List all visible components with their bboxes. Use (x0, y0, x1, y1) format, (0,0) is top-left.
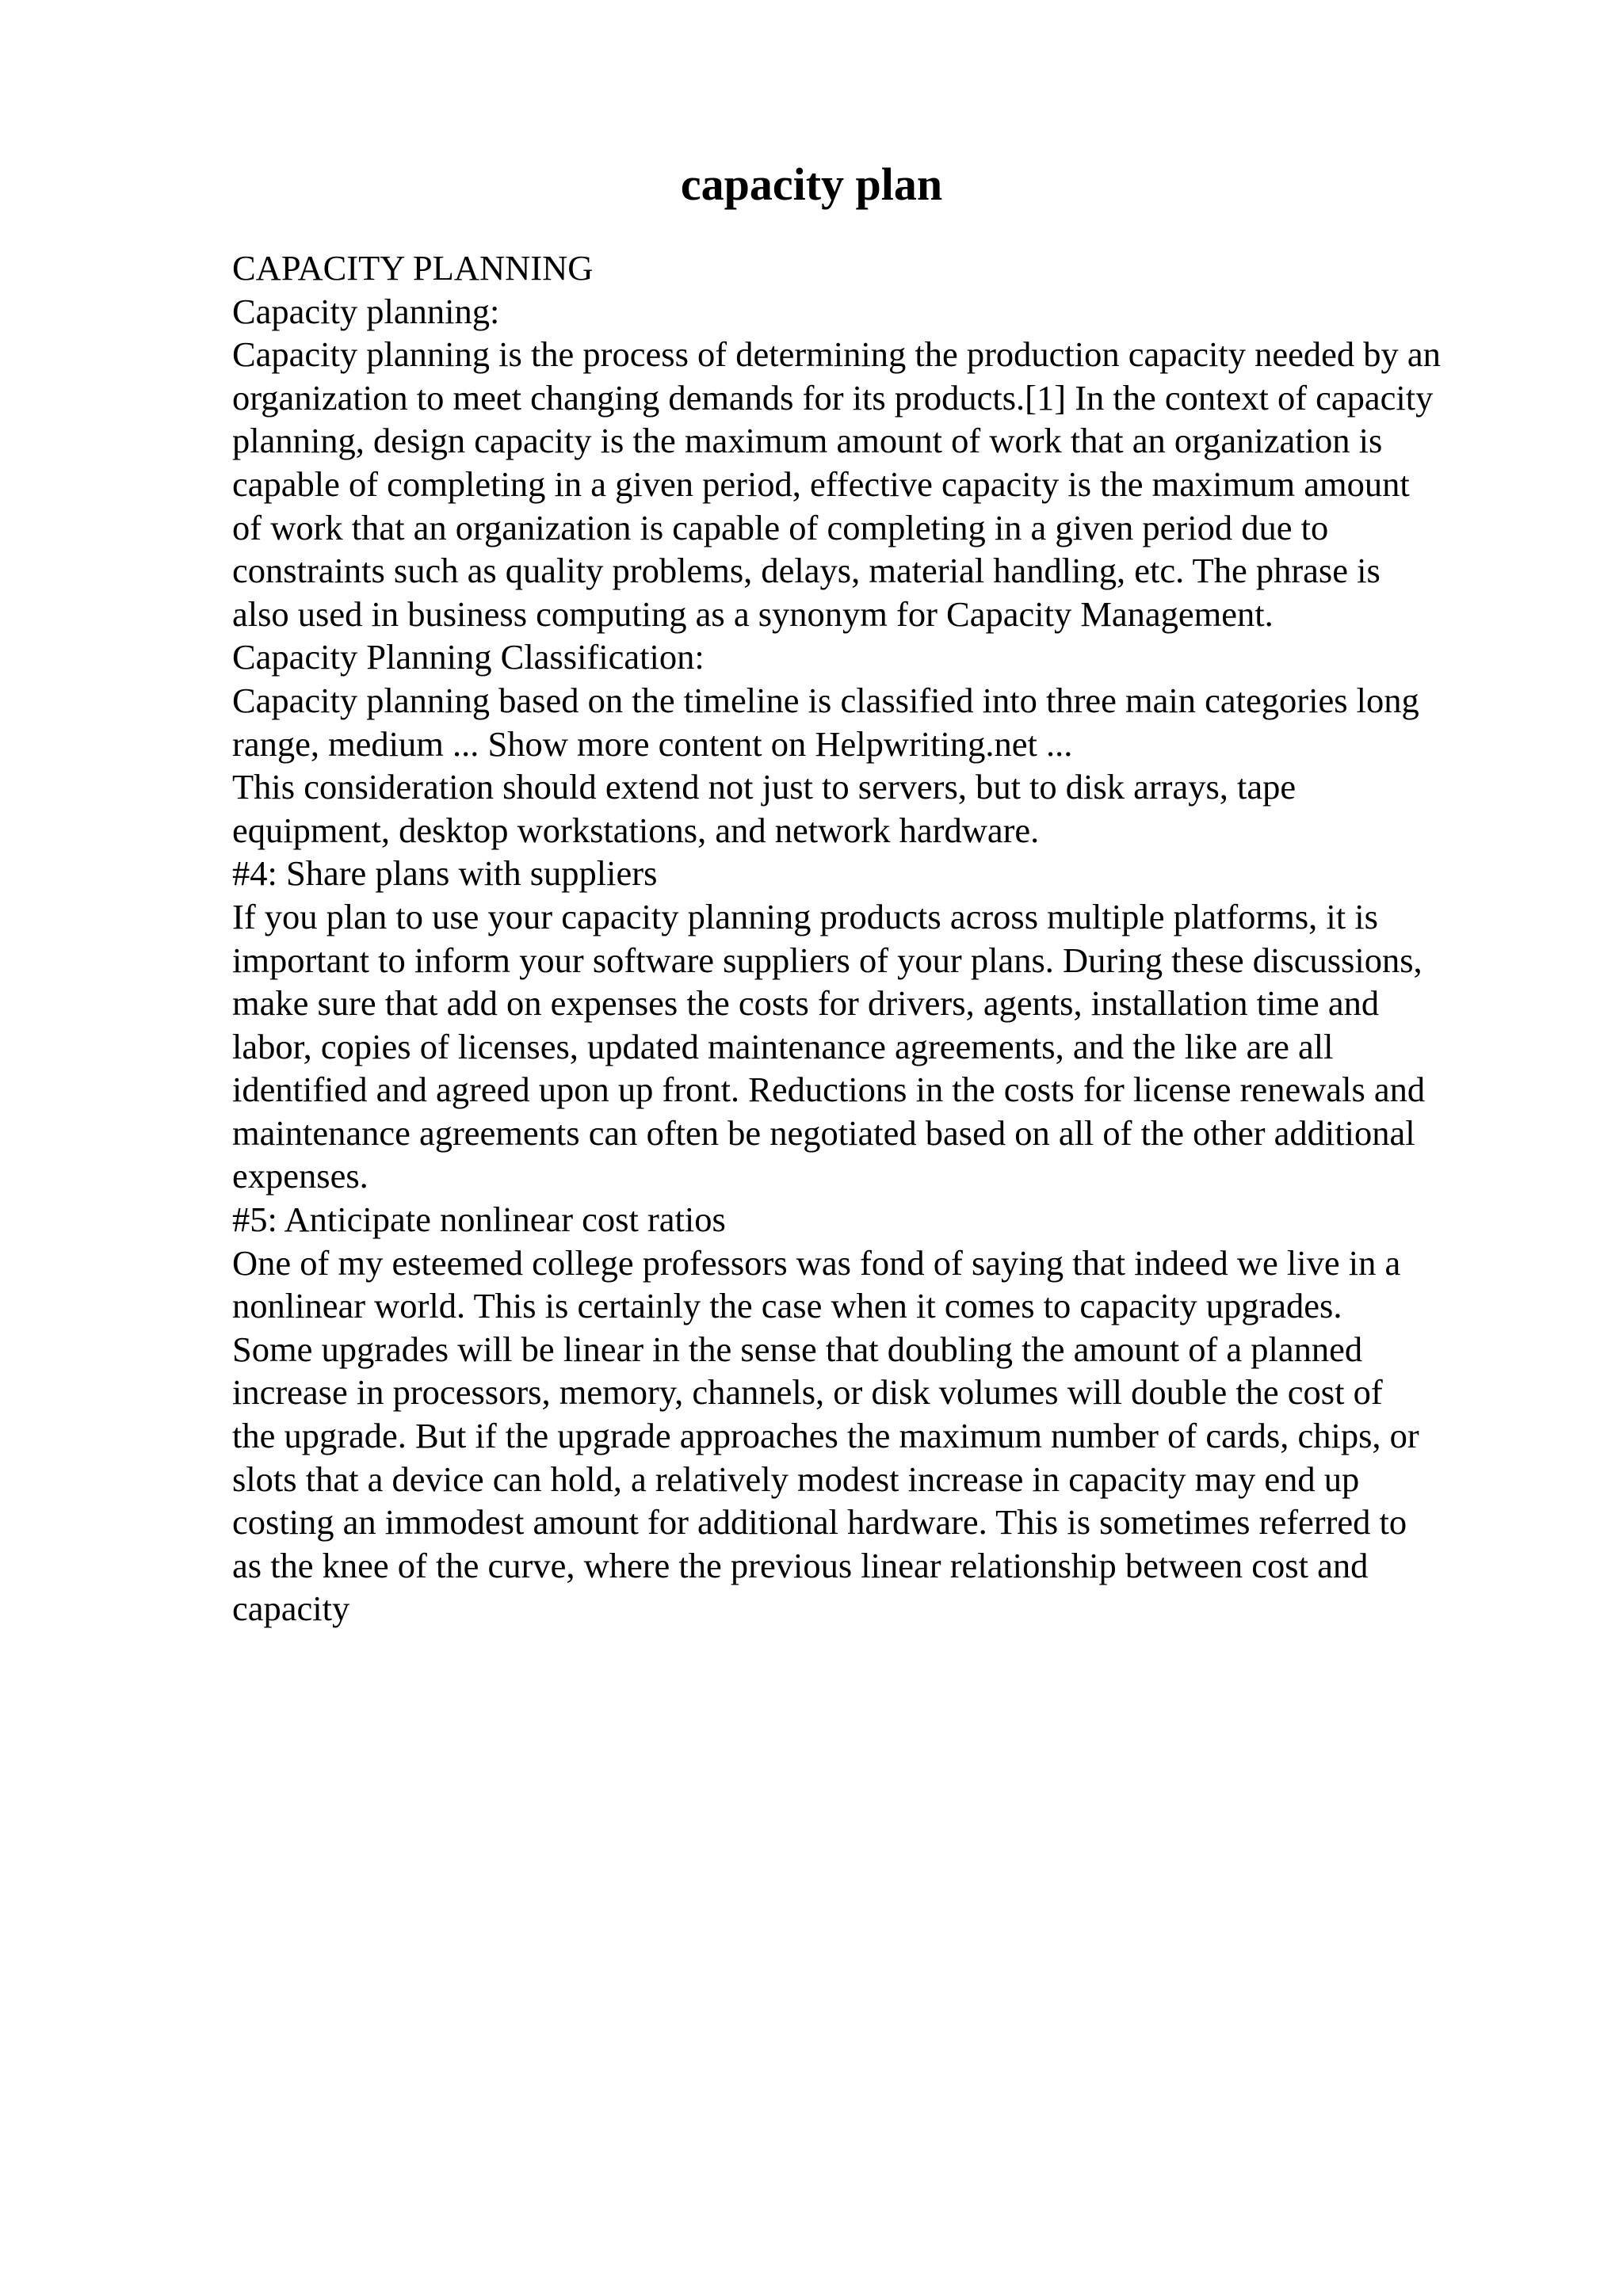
body-text-line: Capacity planning is the process of determining the production capacity needed by an (232, 334, 1441, 375)
body-text-line: nonlinear world. This is certainly the case when it comes to capacity upgrades. (232, 1286, 1342, 1326)
document-title: capacity plan (680, 158, 943, 210)
body-text-line: Capacity planning based on the timeline is classified into three main categories long (232, 680, 1419, 720)
body-text-line: the upgrade. But if the upgrade approaches the maximum number of cards, chips, or (232, 1416, 1419, 1456)
body-text-line: equipment, desktop workstations, and network hardware. (232, 810, 1040, 850)
body-text-line: of work that an organization is capable of completing in a given period due to (232, 507, 1329, 547)
body-text-line: make sure that add on expenses the costs for drivers, agents, installation time and (232, 983, 1380, 1024)
body-text-line: capacity (232, 1589, 350, 1629)
body-text-line: Capacity planning: (232, 291, 500, 331)
body-text-line: also used in business computing as a synonym for Capacity Management. (232, 593, 1274, 634)
body-text-line: If you plan to use your capacity planning products across multiple platforms, it is (232, 896, 1378, 936)
body-text-line: maintenance agreements can often be negotiated based on all of the other additional (232, 1112, 1415, 1153)
body-text-line: labor, copies of licenses, updated maintenance agreements, and the like are all (232, 1026, 1334, 1066)
body-text-line: One of my esteemed college professors was fond of saying that indeed we live in a (232, 1242, 1401, 1283)
body-text-line: planning, design capacity is the maximum amount of work that an organization is (232, 421, 1383, 461)
body-text-line: #5: Anticipate nonlinear cost ratios (232, 1199, 726, 1240)
body-text-line: organization to meet changing demands for its products.[1] In the context of capacity (232, 377, 1434, 418)
body-text-line: capable of completing in a given period, effective capacity is the maximum amount (232, 463, 1410, 504)
body-text-line: as the knee of the curve, where the previous linear relationship between cost and (232, 1545, 1369, 1585)
body-text-line: slots that a device can hold, a relatively modest increase in capacity may end up (232, 1459, 1360, 1499)
body-text-line: Capacity Planning Classification: (232, 637, 705, 677)
body-text-line: identified and agreed upon up front. Reductions in the costs for license renewals and (232, 1070, 1426, 1110)
body-text-line: increase in processors, memory, channels, or disk volumes will double the cost of (232, 1372, 1383, 1413)
body-text-line: Some upgrades will be linear in the sense that doubling the amount of a planned (232, 1329, 1363, 1369)
body-text-line: constraints such as quality problems, delays, material handling, etc. The phrase is (232, 551, 1381, 591)
body-text-line: important to inform your software suppliers of your plans. During these discussions, (232, 940, 1423, 980)
body-text-line: #4: Share plans with suppliers (232, 853, 658, 894)
body-text-line: range, medium ... Show more content on Helpwriting.net ... (232, 723, 1073, 764)
body-text-line: expenses. (232, 1156, 369, 1196)
document-body (232, 246, 1500, 1630)
body-text-line: CAPACITY PLANNING (232, 248, 594, 288)
body-text-line: This consideration should extend not just to servers, but to disk arrays, tape (232, 767, 1296, 807)
body-text-line: costing an immodest amount for additional hardware. This is sometimes referred to (232, 1502, 1407, 1543)
